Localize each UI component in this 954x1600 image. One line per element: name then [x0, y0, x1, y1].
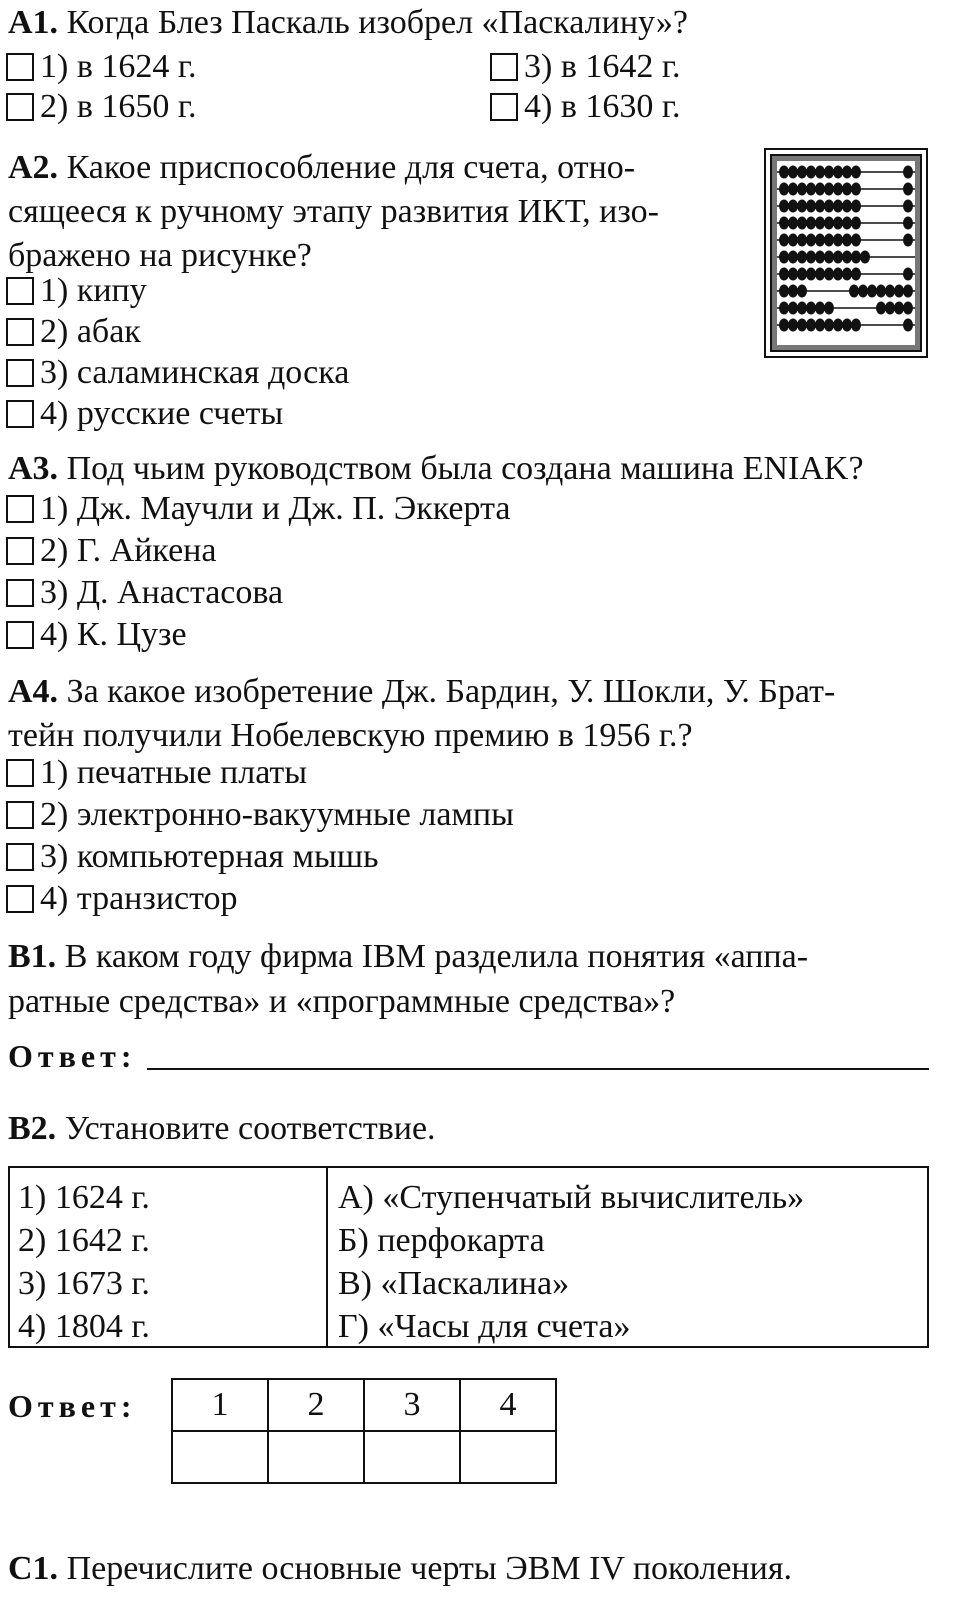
abacus-bead	[779, 251, 789, 264]
abacus-bead	[806, 319, 816, 332]
abacus-bead	[824, 217, 834, 230]
abacus-bead	[833, 234, 843, 247]
question-text: Когда Блез Паскаль изобрел «Паскалину»?	[66, 4, 688, 41]
abacus-bead	[806, 268, 816, 281]
checkbox[interactable]	[490, 93, 518, 121]
abacus-bead	[842, 217, 852, 230]
matching-item: Г) «Часы для счета»	[338, 1308, 631, 1345]
question-number: A1.	[8, 4, 59, 41]
abacus-bead	[788, 183, 798, 196]
question-number: C1.	[8, 1550, 59, 1587]
abacus-bead	[788, 251, 798, 264]
answer-grid-header-cell: 1	[172, 1379, 268, 1431]
abacus-bead	[851, 251, 861, 264]
answer-label: Ответ:	[8, 1038, 137, 1074]
question-b1	[8, 934, 808, 1024]
question-text-line: В каком году фирма IBM разделила понятия «аппа-	[64, 938, 809, 975]
abacus-bead	[842, 319, 852, 332]
abacus-bead	[885, 285, 895, 298]
abacus-bead	[779, 268, 789, 281]
abacus-bead	[894, 285, 904, 298]
abacus-bead	[815, 319, 825, 332]
abacus-bead	[824, 234, 834, 247]
question-a3	[8, 452, 864, 486]
abacus-picture	[764, 148, 928, 358]
abacus-bead	[815, 183, 825, 196]
checkbox[interactable]	[6, 93, 34, 121]
matching-item: 2) 1642 г.	[18, 1222, 150, 1259]
abacus-bead	[815, 251, 825, 264]
question-number: A3.	[8, 450, 59, 487]
option-label: 3) саламинская доска	[40, 354, 350, 391]
abacus-bead	[824, 251, 834, 264]
abacus-bead	[797, 234, 807, 247]
checkbox[interactable]	[6, 53, 34, 81]
option-label: 4) К. Цузе	[40, 616, 187, 653]
option-label: 3) компьютерная мышь	[40, 838, 379, 875]
checkbox[interactable]	[6, 359, 34, 387]
checkbox[interactable]	[6, 537, 34, 565]
abacus-bead	[867, 285, 877, 298]
a1-option-2[interactable]	[6, 90, 197, 124]
option-label: 2) Г. Айкена	[40, 532, 217, 569]
checkbox[interactable]	[6, 495, 34, 523]
abacus-bead	[824, 183, 834, 196]
abacus-bead	[833, 319, 843, 332]
option-label: 1) кипу	[40, 272, 147, 309]
option-label: 4) русские счеты	[40, 395, 284, 432]
abacus-bead	[903, 268, 913, 281]
matching-item: А) «Ступенчатый вычислитель»	[338, 1179, 805, 1216]
abacus-bead	[797, 251, 807, 264]
abacus-bead	[815, 268, 825, 281]
matching-item: 3) 1673 г.	[18, 1265, 150, 1302]
question-number: B1.	[8, 938, 57, 975]
option-label: 1) в 1624 г.	[40, 48, 197, 85]
abacus-bead	[894, 302, 904, 315]
abacus-bead	[876, 302, 886, 315]
abacus-bead	[860, 251, 870, 264]
a4-option-3[interactable]	[6, 840, 379, 874]
question-number: A4.	[8, 673, 59, 710]
question-text-line: тейн получили Нобелевскую премию в 1956 г.?	[8, 717, 693, 754]
abacus-bead	[806, 200, 816, 213]
answer-input-line[interactable]	[147, 1068, 929, 1070]
abacus-bead	[903, 285, 913, 298]
abacus-bead	[824, 268, 834, 281]
abacus-bead	[806, 251, 816, 264]
abacus-bead	[806, 234, 816, 247]
option-label: 2) электронно-вакуумные лампы	[40, 796, 514, 833]
answer-grid-header-cell: 4	[460, 1379, 556, 1431]
question-a4	[8, 670, 835, 758]
matching-right-column	[328, 1168, 927, 1346]
question-text-line: Какое приспособление для счета, отно-	[66, 149, 636, 186]
answer-grid-input-cell[interactable]	[268, 1431, 364, 1483]
abacus-bead	[788, 268, 798, 281]
abacus-bead	[797, 268, 807, 281]
abacus-bead	[797, 319, 807, 332]
answer-grid-header-cell: 3	[364, 1379, 460, 1431]
option-label: 2) абак	[40, 313, 141, 350]
question-text: Установите соответствие.	[64, 1110, 436, 1147]
abacus-bead	[849, 285, 859, 298]
a2-option-3[interactable]	[6, 356, 349, 390]
checkbox[interactable]	[6, 759, 34, 787]
abacus-bead	[842, 251, 852, 264]
abacus-bead	[903, 234, 913, 247]
abacus-bead	[797, 183, 807, 196]
abacus-bead	[779, 200, 789, 213]
abacus-bead	[779, 285, 789, 298]
abacus-bead	[788, 200, 798, 213]
abacus-bead	[833, 166, 843, 179]
option-label: 3) в 1642 г.	[524, 48, 681, 85]
abacus-bead	[788, 319, 798, 332]
checkbox[interactable]	[6, 579, 34, 607]
question-text: Перечислите основные черты ЭВМ IV поколения.	[66, 1550, 792, 1587]
abacus-bead	[788, 302, 798, 315]
abacus-bead	[842, 166, 852, 179]
option-label: 3) Д. Анастасова	[40, 574, 284, 611]
checkbox[interactable]	[6, 621, 34, 649]
question-a2	[8, 146, 659, 278]
answer-label: Ответ:	[8, 1388, 137, 1424]
option-label: 4) транзистор	[40, 880, 238, 917]
question-text-line: ратные средства» и «программные средства»?	[8, 983, 676, 1020]
abacus-bead	[833, 251, 843, 264]
question-c1	[8, 1552, 792, 1586]
abacus-bead	[851, 319, 861, 332]
abacus-bead	[797, 285, 807, 298]
a1-option-1[interactable]	[6, 50, 197, 84]
a2-option-1[interactable]	[6, 274, 147, 308]
answer-grid-input-cell[interactable]	[364, 1431, 460, 1483]
answer-grid-header-cell: 2	[268, 1379, 364, 1431]
abacus-bead	[824, 200, 834, 213]
abacus-bead	[833, 268, 843, 281]
abacus-bead	[815, 234, 825, 247]
abacus-bead	[824, 166, 834, 179]
matching-table	[8, 1166, 929, 1348]
abacus-bead	[788, 285, 798, 298]
abacus-bead	[851, 183, 861, 196]
abacus-bead	[779, 166, 789, 179]
answer-grid-input-row	[172, 1431, 556, 1483]
answer-grid	[171, 1378, 557, 1484]
checkbox[interactable]	[6, 318, 34, 346]
a3-option-1[interactable]	[6, 492, 510, 526]
abacus-bead	[842, 268, 852, 281]
abacus-bead	[797, 302, 807, 315]
answer-grid-header	[172, 1379, 556, 1431]
question-b2	[8, 1112, 436, 1146]
abacus-bead	[842, 234, 852, 247]
abacus-bead	[842, 183, 852, 196]
abacus-bead	[806, 302, 816, 315]
option-label: 2) в 1650 г.	[40, 88, 197, 125]
abacus-bead	[858, 285, 868, 298]
abacus-bead	[815, 200, 825, 213]
abacus-bead	[788, 234, 798, 247]
a1-option-4[interactable]	[490, 90, 681, 124]
option-label: 1) печатные платы	[40, 754, 308, 791]
abacus-bead	[824, 302, 834, 315]
a3-option-4[interactable]	[6, 618, 187, 652]
a4-option-2[interactable]	[6, 798, 514, 832]
abacus-bead	[903, 319, 913, 332]
abacus-bead	[797, 217, 807, 230]
matching-item: В) «Паскалина»	[338, 1265, 570, 1302]
question-a1	[8, 6, 688, 40]
abacus-bead	[797, 166, 807, 179]
question-text: Под чьим руководством была создана машина ENIAK?	[66, 450, 864, 487]
matching-item: 1) 1624 г.	[18, 1179, 150, 1216]
abacus-bead	[815, 166, 825, 179]
abacus-bead	[851, 234, 861, 247]
checkbox[interactable]	[6, 843, 34, 871]
abacus-bead	[833, 217, 843, 230]
abacus-bead	[903, 217, 913, 230]
abacus-bead	[779, 183, 789, 196]
a3-option-2[interactable]	[6, 534, 216, 568]
abacus-bead	[779, 319, 789, 332]
option-label: 1) Дж. Маучли и Дж. П. Эккерта	[40, 490, 511, 527]
matching-item: Б) перфокарта	[338, 1222, 545, 1259]
abacus-bead	[885, 302, 895, 315]
abacus-bead	[903, 183, 913, 196]
abacus-bead	[824, 319, 834, 332]
answer-grid-input-cell[interactable]	[172, 1431, 268, 1483]
question-number: A2.	[8, 149, 59, 186]
abacus-bead	[788, 217, 798, 230]
checkbox[interactable]	[6, 801, 34, 829]
abacus-bead	[851, 268, 861, 281]
abacus-bead	[788, 166, 798, 179]
abacus-bead	[851, 200, 861, 213]
abacus-bead	[903, 166, 913, 179]
abacus-bead	[779, 234, 789, 247]
abacus-bead	[815, 302, 825, 315]
checkbox[interactable]	[6, 277, 34, 305]
abacus-bead	[806, 166, 816, 179]
checkbox[interactable]	[6, 885, 34, 913]
option-label: 4) в 1630 г.	[524, 88, 681, 125]
abacus-bead	[833, 183, 843, 196]
abacus-bead	[806, 217, 816, 230]
abacus-bead	[833, 200, 843, 213]
abacus-bead	[876, 285, 886, 298]
question-number: B2.	[8, 1110, 57, 1147]
abacus-bead	[903, 302, 913, 315]
question-text-line: За какое изобретение Дж. Бардин, У. Шокли, У. Брат-	[66, 673, 836, 710]
a4-option-1[interactable]	[6, 756, 307, 790]
abacus-bead	[806, 183, 816, 196]
abacus-bead	[851, 217, 861, 230]
abacus-bead	[903, 200, 913, 213]
abacus-bead	[851, 166, 861, 179]
abacus-bead	[797, 200, 807, 213]
abacus-bead	[842, 200, 852, 213]
abacus-bead	[815, 217, 825, 230]
a2-option-4[interactable]	[6, 397, 283, 431]
a4-option-4[interactable]	[6, 882, 238, 916]
matching-item: 4) 1804 г.	[18, 1308, 150, 1345]
a2-option-2[interactable]	[6, 315, 141, 349]
abacus-bead	[779, 217, 789, 230]
question-text-line: бражено на рисунке?	[8, 237, 312, 274]
a3-option-3[interactable]	[6, 576, 283, 610]
question-text-line: сящееся к ручному этапу развития ИКТ, изо-	[8, 193, 659, 230]
a1-option-3[interactable]	[490, 50, 681, 84]
checkbox[interactable]	[6, 400, 34, 428]
answer-grid-input-cell[interactable]	[460, 1431, 556, 1483]
matching-left-column	[10, 1168, 328, 1346]
abacus-bead	[779, 302, 789, 315]
checkbox[interactable]	[490, 53, 518, 81]
